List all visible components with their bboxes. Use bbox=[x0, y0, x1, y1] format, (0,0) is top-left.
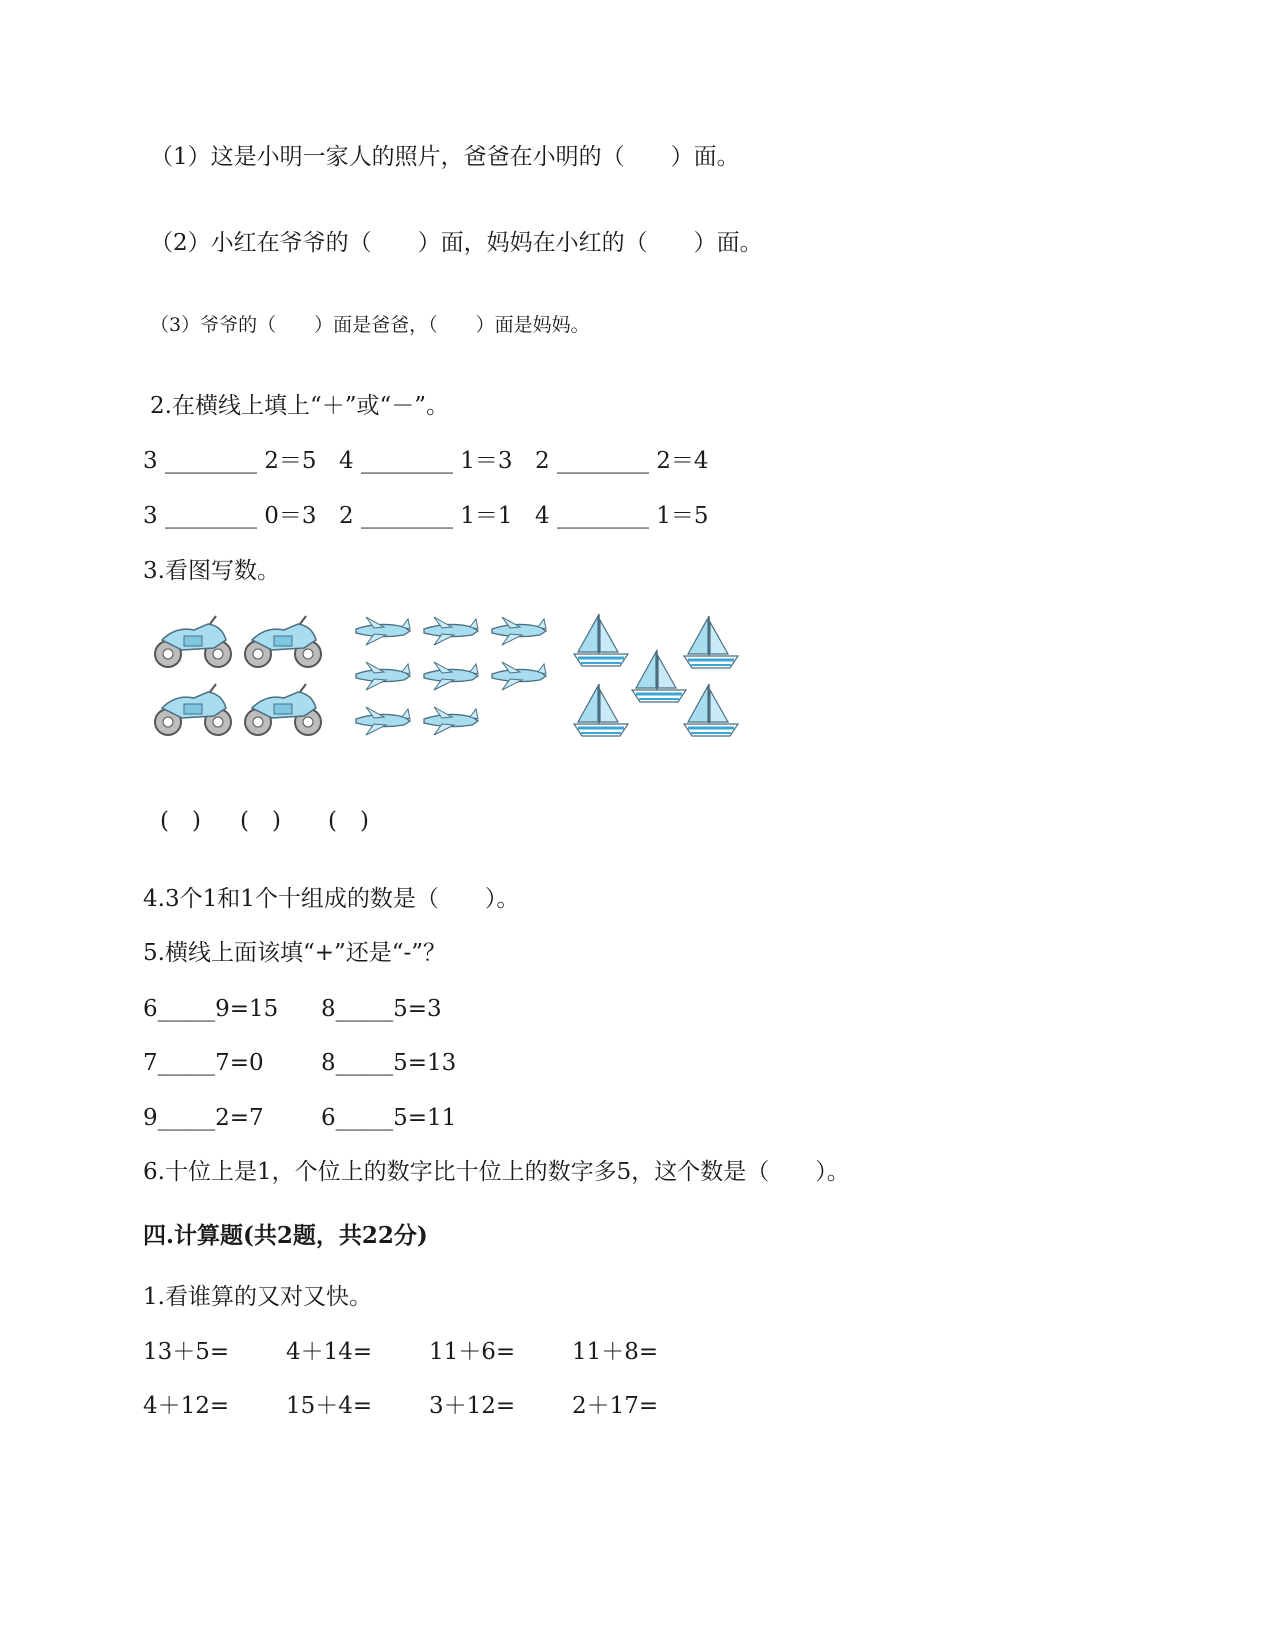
airplane-icon bbox=[492, 662, 546, 690]
motorcycle-icon bbox=[245, 616, 321, 667]
calc-r2-c3: 3＋12= bbox=[429, 1393, 516, 1419]
q2-r1-c1: 3 ________ 2＝5 bbox=[143, 448, 317, 474]
calc-r1-c3: 11＋6= bbox=[429, 1339, 516, 1365]
q1-item-3: （3）爷爷的（ ）面是爸爸，（ ）面是妈妈。 bbox=[150, 314, 590, 336]
sailboat-icon bbox=[684, 684, 738, 736]
q5-r2-c1: 7_____7=0 bbox=[143, 1050, 264, 1076]
motorcycle-group bbox=[152, 610, 332, 745]
q2-title: 2.在横线上填上“＋”或“－”。 bbox=[150, 393, 449, 419]
section-4-heading: 四.计算题(共2题，共22分) bbox=[143, 1222, 428, 1249]
q1-item-1: （1）这是小明一家人的照片，爸爸在小明的（ ）面。 bbox=[150, 144, 740, 170]
airplane-icon bbox=[424, 707, 478, 735]
q2-r2-c1: 3 ________ 0＝3 bbox=[143, 503, 317, 529]
q2-r2-c2: 2 ________ 1＝1 bbox=[339, 503, 513, 529]
calc-r2-c1: 4＋12= bbox=[143, 1393, 230, 1419]
calc-r1-c2: 4＋14= bbox=[286, 1339, 373, 1365]
q5-title: 5.横线上面该填“+”还是“-”？ bbox=[143, 940, 447, 966]
section-4-q1-title: 1.看谁算的又对又快。 bbox=[143, 1284, 372, 1310]
q2-r1-c3: 2 ________ 2＝4 bbox=[535, 448, 709, 474]
sailboat-icon bbox=[632, 650, 686, 702]
airplane-icon bbox=[356, 662, 410, 690]
calc-r1-c1: 13＋5= bbox=[143, 1339, 230, 1365]
q2-r1-c2: 4 ________ 1＝3 bbox=[339, 448, 513, 474]
q5-r3-c1: 9_____2=7 bbox=[143, 1105, 264, 1131]
calc-r2-c4: 2＋17= bbox=[572, 1393, 659, 1419]
calc-r1-c4: 11＋8= bbox=[572, 1339, 659, 1365]
q6-text: 6.十位上是1，个位上的数字比十位上的数字多5，这个数是（ ）。 bbox=[143, 1159, 850, 1185]
q3-answer-2: ( ) bbox=[240, 808, 281, 834]
sailboat-icon bbox=[684, 616, 738, 668]
q5-r1-c2: 8_____5=3 bbox=[321, 996, 442, 1022]
motorcycle-icon bbox=[155, 684, 231, 735]
airplane-icon bbox=[424, 617, 478, 645]
q5-r3-c2: 6_____5=11 bbox=[321, 1105, 457, 1131]
q3-answer-1: ( ) bbox=[160, 808, 201, 834]
q2-r2-c3: 4 ________ 1＝5 bbox=[535, 503, 709, 529]
sailboat-group bbox=[572, 612, 747, 742]
q3-title: 3.看图写数。 bbox=[143, 558, 280, 584]
q1-item-2: （2）小红在爷爷的（ ）面，妈妈在小红的（ ）面。 bbox=[150, 230, 763, 256]
q4-text: 4.3个1和1个十组成的数是（ ）。 bbox=[143, 886, 520, 912]
q5-r2-c2: 8_____5=13 bbox=[321, 1050, 457, 1076]
airplane-icon bbox=[424, 662, 478, 690]
calc-r2-c2: 15＋4= bbox=[286, 1393, 373, 1419]
q3-answer-3: ( ) bbox=[328, 808, 369, 834]
airplane-icon bbox=[492, 617, 546, 645]
motorcycle-icon bbox=[245, 684, 321, 735]
sailboat-icon bbox=[574, 684, 628, 736]
airplane-group bbox=[352, 615, 552, 745]
airplane-icon bbox=[356, 707, 410, 735]
q5-r1-c1: 6_____9=15 bbox=[143, 996, 279, 1022]
